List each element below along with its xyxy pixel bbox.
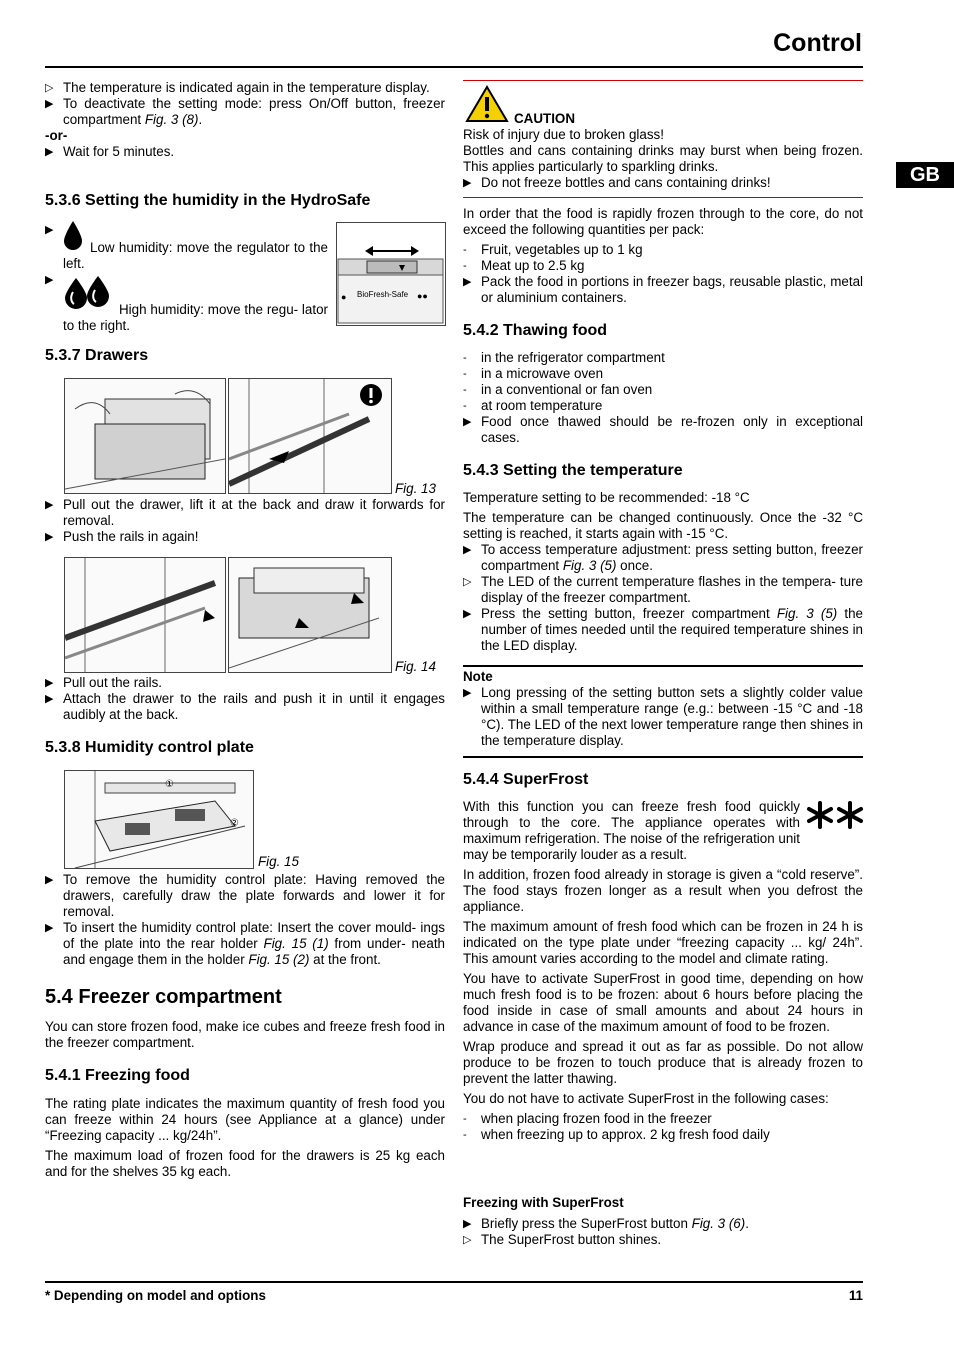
freeze-quantities: In order that the food is rapidly frozen through to the core, do not exceed the following quantities per pack: - Fruit, vegetables up to 1 kg - Meat up to 2.5 kg ▶ Pack the food in portions in freezer bags, reusable plastic, metal or aluminium containers. — [463, 206, 863, 305]
page-number: 11 — [848, 1288, 863, 1303]
caution-top-rule — [463, 80, 863, 81]
caution-title: CAUTION — [514, 111, 575, 126]
biofresh-label: BioFresh-Safe — [357, 290, 409, 299]
list-item: - when placing frozen food in the freezer — [463, 1111, 712, 1126]
fig14-drawing-left — [64, 557, 226, 673]
header-rule — [45, 66, 863, 68]
list-item: ▶ Food once thawed should be re-frozen only in exceptional cases. — [463, 414, 863, 445]
footer — [45, 1288, 863, 1304]
drawer-steps-1 — [45, 497, 445, 545]
section-heading: 5.4.2 Thawing food — [463, 322, 608, 339]
list-item: ▷ The temperature is indicated again in the temperature display. — [45, 80, 430, 95]
humidity-regulator-figure — [336, 222, 446, 326]
note-bottom-rule — [463, 756, 863, 758]
humidity-instructions: ▶ Low humidity: move the regulator to the left. ▶ High humidity: move the regu- lator to the right. — [45, 220, 330, 332]
list-item: - Meat up to 2.5 kg — [463, 258, 585, 273]
drawer-steps-2 — [45, 675, 445, 723]
list-item: - in the refrigerator compartment — [463, 350, 665, 365]
superfrost-steps — [463, 1216, 863, 1248]
section-heading: 5.4.4 SuperFrost — [463, 771, 589, 788]
list-item: ▶ Pull out the drawer, lift it at the back and draw it forwards for removal. — [45, 497, 445, 528]
list-item: ▷ The LED of the current temperature flashes in the tempera- ture display of the freezer compartment. — [463, 574, 863, 605]
note-top-rule — [463, 665, 863, 667]
high-humidity-icon: ●● — [417, 291, 428, 301]
list-item: ▶ Push the rails in again! — [45, 529, 199, 544]
subsection-heading: Freezing with SuperFrost — [463, 1195, 624, 1210]
list-item: ▶ To deactivate the setting mode: press On/Off button, freezer compartment Fig. 3 (8). — [45, 96, 445, 127]
list-item: ▶ To access temperature adjustment: press setting button, freezer compartment Fig. 3 (5) once. — [463, 542, 863, 573]
note-box — [463, 669, 863, 749]
section-heading: 5.3.8 Humidity control plate — [45, 739, 254, 756]
list-item: ▶ Press the setting button, freezer compartment Fig. 3 (5) the number of times needed until the required temperature shines in the LED display. — [463, 606, 863, 653]
caution-triangle-icon — [465, 85, 509, 123]
svg-text:①: ① — [165, 779, 174, 790]
list-item: ▶ Briefly press the SuperFrost button Fig. 3 (6). — [463, 1216, 749, 1231]
list-item: ▶ To insert the humidity control plate: Insert the cover mould- ings of the plate into the rear holder Fig. 15 (1) from under- neath and engage them in the holder Fig. 15 (2) at the front. — [45, 920, 445, 967]
list-item: ▶ Pull out the rails. — [45, 675, 162, 690]
list-item: - in a microwave oven — [463, 366, 604, 381]
left-intro — [45, 80, 445, 160]
footer-rule — [45, 1281, 863, 1283]
warning-icon — [359, 383, 383, 407]
temperature-text: Temperature setting to be recommended: -18 °C The temperature can be changed continuously. Once the -32 °C setting is reached, it starts again with -15 °C. ▶ To access temperature adjustment: press setting button, freezer compartment Fig. 3 (5) once. ▷ The LED of the current temperature flashes in the tempera- ture display of the freezer compartment. ▶ Press the setting button, freezer compartment Fig. 3 (5) the number of times needed until the required temperature shines in the LED display. — [463, 490, 863, 653]
fig13-drawing-right — [228, 378, 392, 494]
list-item: ▶ Attach the drawer to the rails and push it in until it engages audibly at the back. — [45, 691, 445, 722]
section-heading: 5.4.3 Setting the temperature — [463, 462, 683, 479]
freezing-food-text: The rating plate indicates the maximum quantity of fresh food you can freeze within 24 hours (see Appliance at a glance) under “Freezing capacity ... kg/24h”. The maximum load of frozen food for the drawers is 25 kg each and for the shelves 35 kg each. — [45, 1096, 445, 1179]
section-heading: 5.4.1 Freezing food — [45, 1067, 190, 1084]
list-item: ▷ The SuperFrost button shines. — [463, 1232, 662, 1247]
language-tab: GB — [896, 162, 954, 188]
low-humidity-icon: ● — [341, 292, 347, 302]
superfrost-intro: With this function you can freeze fresh food quickly through to the core. The appliance operates with maximum refrigeration. The noise of the refrigeration unit may be temporarily louder as a result. — [463, 799, 800, 862]
list-item: ▶ Do not freeze bottles and cans containing drinks! — [463, 175, 771, 190]
fig15-drawing — [64, 770, 254, 869]
footer-note: * Depending on model and options — [45, 1288, 266, 1303]
list-item: ▶ Wait for 5 minutes. — [45, 144, 175, 159]
caution-bottom-rule — [463, 197, 863, 198]
caution-body: Risk of injury due to broken glass! Bottles and cans containing drinks may burst when being frozen. This applies particularly to sparkling drinks. ▶ Do not freeze bottles and cans containing drinks! — [463, 127, 863, 190]
list-item: - Fruit, vegetables up to 1 kg — [463, 242, 643, 257]
humidity-plate-steps — [45, 872, 445, 968]
svg-text:②: ② — [230, 818, 239, 829]
fig14-drawing-right — [228, 557, 392, 673]
figure-caption: Fig. 13 — [395, 481, 436, 496]
list-item: - in a conventional or fan oven — [463, 382, 653, 397]
list-item: ▶ To remove the humidity control plate: Having removed the drawers, carefully draw the plate forwards and lower it for removal. — [45, 872, 445, 919]
section-heading: 5.3.6 Setting the humidity in the HydroSafe — [45, 192, 371, 209]
freezer-intro: You can store frozen food, make ice cubes and freeze fresh food in the freezer compartment. — [45, 1019, 445, 1050]
page-title: Control — [773, 29, 862, 57]
note-title: Note — [463, 669, 493, 684]
figure-caption: Fig. 15 — [258, 854, 299, 869]
list-item: ▶ Pack the food in portions in freezer bags, reusable plastic, metal or aluminium containers. — [463, 274, 863, 305]
superfrost-icon — [806, 800, 864, 830]
thawing-list — [463, 350, 863, 446]
section-heading: 5.4 Freezer compartment — [45, 986, 282, 1008]
section-heading: 5.3.7 Drawers — [45, 347, 149, 364]
figure-caption: Fig. 14 — [395, 659, 436, 674]
list-item: - when freezing up to approx. 2 kg fresh food daily — [463, 1127, 770, 1142]
superfrost-text: In addition, frozen food already in storage is given a “cold reserve”. The food stays frozen longer as a result when you defrost the appliance. The maximum amount of fresh food which can be frozen in 24 h is indicated on the type plate under “freezing capacity ... kg/ 24h”. This amount varies according to the model and climate rating. You have to activate SuperFrost in good time, depending on how much fresh food is to be frozen: about 6 hours before placing the food inside in case of small amounts and about 24 hours in advance in case of the maximum amount of food to be frozen. Wrap produce and spread it out as far as possible. Do not allow produce to be frozen to touch produce that is already frozen to prevent the latter thawing. You do not have to activate SuperFrost in the following cases: - when placing frozen food in the freezer - when freezing up to approx. 2 kg fresh food daily — [463, 867, 863, 1142]
list-item: - at room temperature — [463, 398, 603, 413]
fig13-drawing-left — [64, 378, 226, 494]
or-label: -or- — [45, 128, 68, 143]
list-item: ▶ Long pressing of the setting button sets a slightly colder value within a small temperature range (e.g.: between -15 °C and -18 °C). The LED of the next lower temperature range then shines in the temperature display. — [463, 685, 863, 748]
